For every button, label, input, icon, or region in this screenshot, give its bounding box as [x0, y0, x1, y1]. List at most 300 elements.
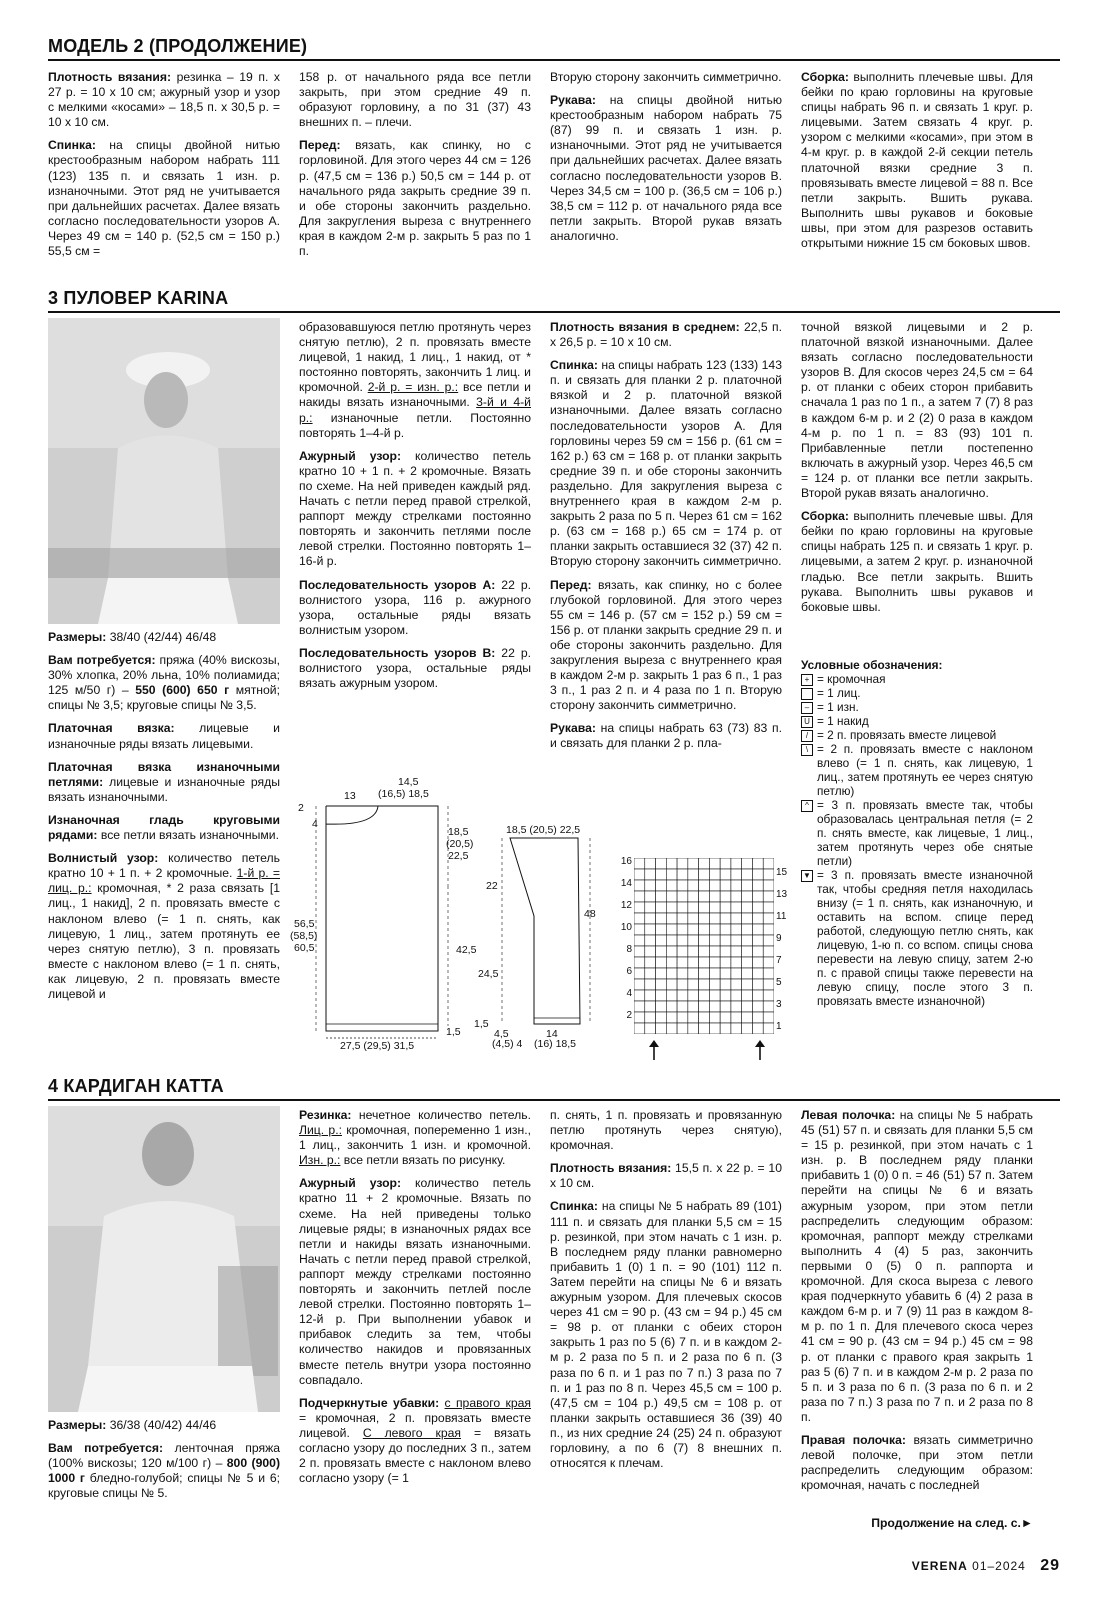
chart-cell	[731, 858, 742, 869]
chart-row-label: 12	[620, 900, 632, 911]
chart-cell	[699, 990, 710, 1001]
chart-cell	[688, 869, 699, 880]
chart-cell	[634, 869, 645, 880]
legend-text: = 3 п. провязать вместе так, чтобы образовалась центральная петля (= 2 п. снять вместе, как лицевые, 1 лиц., затем протянуть через обе снятые петли)	[817, 798, 1033, 868]
chart-cell	[688, 891, 699, 902]
chart-cell	[752, 968, 763, 979]
chart-cell	[720, 946, 731, 957]
chart-cell	[699, 1001, 710, 1012]
chart-cell	[763, 1001, 774, 1012]
chart-cell	[645, 979, 656, 990]
chart-cell	[742, 1023, 753, 1034]
dim-sleeve-left-3: 1,5	[474, 1018, 489, 1030]
chart-cell	[645, 858, 656, 869]
chart-cell	[656, 913, 667, 924]
chart-cell	[645, 880, 656, 891]
chart-row-label: 1	[776, 1021, 782, 1032]
legend-text: = 2 п. провязать вместе лицевой	[817, 728, 997, 742]
chart-cell	[742, 935, 753, 946]
photo-pullover-karina	[48, 318, 280, 624]
chart-cell	[763, 946, 774, 957]
page-footer	[912, 1557, 1060, 1575]
chart-row-label: 9	[776, 933, 782, 944]
chart-cell	[656, 1001, 667, 1012]
legend-symbol-icon: ▼	[801, 870, 813, 882]
chart-cell	[645, 902, 656, 913]
chart-cell	[688, 880, 699, 891]
chart-cell	[656, 957, 667, 968]
dim-body-left-1: 2	[298, 802, 304, 814]
dim-sleeve-bottom-3: 14	[546, 1028, 558, 1040]
chart-cell	[666, 913, 677, 924]
chart-cell	[634, 935, 645, 946]
chart-cell	[645, 1001, 656, 1012]
chart-cell	[752, 880, 763, 891]
chart-cell	[656, 990, 667, 1001]
chart-cell	[656, 1012, 667, 1023]
dim-sleeve-right: 48	[584, 908, 596, 920]
chart-cell	[688, 1023, 699, 1034]
schematic-sleeve	[472, 812, 602, 1048]
chart-cell	[656, 935, 667, 946]
chart-cell	[752, 1001, 763, 1012]
chart-cell	[709, 924, 720, 935]
chart-arrows	[634, 1038, 774, 1062]
legend-list	[801, 672, 1033, 1008]
chart-cell	[720, 869, 731, 880]
chart-cell	[752, 1012, 763, 1023]
chart-cell	[656, 968, 667, 979]
dim-body-side-2: (58,5)	[290, 930, 318, 942]
chart-cell	[666, 990, 677, 1001]
dim-body-top-3: (16,5) 18,5	[378, 788, 429, 800]
dim-body-bottom: 27,5 (29,5) 31,5	[340, 1040, 415, 1052]
legend-text: = 1 изн.	[817, 700, 859, 714]
chart-cell	[720, 1001, 731, 1012]
legend-item	[801, 742, 1033, 798]
schematic-sleeve-lines	[472, 812, 602, 1048]
chart-cell	[645, 968, 656, 979]
chart-grid	[634, 858, 774, 1034]
legend-text: = кромочная	[817, 672, 886, 686]
chart-row-label: 16	[620, 856, 632, 867]
chart-cell	[677, 891, 688, 902]
chart-cell	[645, 1012, 656, 1023]
chart-cell	[688, 1001, 699, 1012]
legend-item	[801, 686, 1033, 700]
dim-body-top-2: 13	[344, 790, 356, 802]
dim-body-right-4: 42,5	[456, 944, 477, 956]
chart-cell	[742, 880, 753, 891]
chart-cell	[752, 990, 763, 1001]
chart-cell	[731, 869, 742, 880]
chart-cell	[666, 1012, 677, 1023]
legend-item	[801, 868, 1033, 1008]
chart-cell	[656, 1023, 667, 1034]
chart-cell	[742, 1012, 753, 1023]
dim-sleeve-top: 18,5 (20,5) 22,5	[506, 824, 581, 836]
chart-cell	[742, 902, 753, 913]
chart-cell	[656, 891, 667, 902]
chart-cell	[699, 1023, 710, 1034]
chart-cell	[699, 902, 710, 913]
chart-cell	[731, 957, 742, 968]
chart-cell	[752, 946, 763, 957]
chart-cell	[742, 990, 753, 1001]
chart-cell	[699, 913, 710, 924]
chart-cell	[666, 924, 677, 935]
chart-cell	[677, 869, 688, 880]
chart-cell	[763, 957, 774, 968]
schematic-body-lines	[298, 776, 498, 1046]
page-number: 29	[1040, 1557, 1060, 1574]
chart-cell	[699, 957, 710, 968]
chart-cell	[634, 957, 645, 968]
issue-number: 01–2024	[972, 1559, 1026, 1573]
chart-cell	[720, 1023, 731, 1034]
chart-cell	[688, 979, 699, 990]
model2-col1: Плотность вязания: резинка – 19 п. х 27 р. = 10 х 10 см; ажурный узор и узор с мелкими «косами» – 18,5 п. х 30,5 р. = 10 х 10 см. Спинка: на спицы двойной нитью крестообразным набором набрать 111 (123) 135 п. и связать 1 изн. р. изнаночными. Этот ряд не учитывается при дальнейших расчетах. Далее вязать согласно последовательности узоров А. Через 49 см = 140 р. (52,5 см = 150 р.) 55,5 см =	[48, 70, 280, 259]
chart-cell	[688, 935, 699, 946]
dim-body-left-2: 4	[312, 818, 318, 830]
chart-cell	[709, 1012, 720, 1023]
chart-cell	[763, 990, 774, 1001]
dim-body-right-5: 1,5	[446, 1026, 461, 1038]
model2-col3: Вторую сторону закончить симметрично. Рукава: на спицы двойной нитью крестообразным набором набрать 75 (87) 99 п. и связать 1 изн. р. изнаночными. Этот ряд не учитывается при дальнейших расчетах. Далее вязать согласно последовательности узоров В. Через 34,5 см = 100 р. (36,5 см = 106 р.) 38,5 см = 112 р. от начального ряда все петли закрыть. Второй рукав вязать аналогично.	[550, 70, 782, 243]
chart-cell	[656, 902, 667, 913]
section-title-model2: МОДЕЛЬ 2 (ПРОДОЛЖЕНИЕ)	[48, 36, 1060, 61]
chart-cell	[677, 1023, 688, 1034]
page	[48, 36, 1060, 1576]
chart-cell	[720, 891, 731, 902]
chart-cell	[720, 990, 731, 1001]
chart-cell	[720, 979, 731, 990]
chart-cell	[709, 858, 720, 869]
chart-cell	[731, 979, 742, 990]
chart-cell	[709, 1023, 720, 1034]
chart-cell	[645, 990, 656, 1001]
chart-cell	[731, 891, 742, 902]
dim-sleeve-bottom-2: (4,5) 4	[492, 1038, 523, 1050]
chart-row-label: 6	[626, 966, 632, 977]
chart-cell	[699, 968, 710, 979]
chart-cell	[634, 1012, 645, 1023]
legend	[801, 658, 1033, 1008]
chart-cell	[666, 880, 677, 891]
chart-cell	[677, 924, 688, 935]
chart-cell	[709, 880, 720, 891]
chart-cell	[656, 858, 667, 869]
legend-text: = 1 лиц.	[817, 686, 861, 700]
chart-cell	[656, 880, 667, 891]
chart-cell	[677, 902, 688, 913]
legend-symbol-icon: ^	[801, 800, 813, 812]
chart-cell	[709, 957, 720, 968]
chart-cell	[677, 946, 688, 957]
chart-cell	[699, 891, 710, 902]
legend-item	[801, 714, 1033, 728]
legend-symbol-icon: U	[801, 716, 813, 728]
chart-cell	[742, 924, 753, 935]
chart-cell	[731, 1012, 742, 1023]
chart-cell	[699, 1012, 710, 1023]
chart-cell	[720, 902, 731, 913]
chart-cell	[731, 902, 742, 913]
chart-cell	[709, 946, 720, 957]
chart-cell	[666, 902, 677, 913]
chart-cell	[634, 1023, 645, 1034]
chart-cell	[666, 1023, 677, 1034]
chart-cell	[666, 891, 677, 902]
chart-cell	[677, 990, 688, 1001]
chart-cell	[699, 869, 710, 880]
chart-cell	[752, 935, 763, 946]
chart-cell	[709, 979, 720, 990]
chart-cell	[634, 858, 645, 869]
chart-cell	[731, 990, 742, 1001]
chart-cell	[688, 902, 699, 913]
chart-cell	[645, 935, 656, 946]
chart-cell	[731, 913, 742, 924]
chart-cell	[709, 913, 720, 924]
legend-text: = 1 накид	[817, 714, 869, 728]
model2-col4: Сборка: выполнить плечевые швы. Для бейки по краю горловины на круговые спицы набрать 96 п. и связать 1 круг. р. лицевыми. Затем связать 4 круг. р. узором с мелкими «косами», при этом в 4-м круг. р. в каждой 2-й секции петель платочной вязки средние 3 п. провязывать вместе лицевой = 88 п. Все петли закрыть. Вшить рукава. Выполнить швы рукавов и боковые швы, при этом для разрезов оставить открытыми нижние 15 см боковых швов.	[801, 70, 1033, 251]
chart-cell	[709, 990, 720, 1001]
dim-sleeve-bottom-1: 4,5	[494, 1028, 509, 1040]
chart-cell	[763, 968, 774, 979]
chart-cell	[666, 869, 677, 880]
chart-cell	[752, 869, 763, 880]
legend-text: = 2 п. провязать вместе с наклоном влево (= 1 п. снять, как лицевую, 1 лиц., затем протянуть ее через снятую петлю)	[817, 742, 1033, 798]
dim-body-side-1: 56,5	[294, 918, 315, 930]
chart-cell	[666, 858, 677, 869]
chart-cell	[720, 913, 731, 924]
section-title-model3: 3 ПУЛОВЕР KARINA	[48, 288, 1060, 313]
chart-cell	[709, 968, 720, 979]
chart-cell	[634, 979, 645, 990]
dim-sleeve-left-2: 24,5	[478, 968, 499, 980]
chart-cell	[763, 858, 774, 869]
chart-cell	[645, 869, 656, 880]
model3-col4: точной вязкой лицевыми и 2 р. платочной вязкой изнаночными. Далее вязать согласно последовательности узоров В. Для скосов через 24,5 см = 64 р. от планки с обеих сторон прибавить сначала 1 раз по 1 п., а затем 7 (7) 8 раз в каждом 6-м р. и 2 (2) 0 раза в каждом 4-м р. по 1 п. = 83 (93) 101 п. Прибавленные петли постепенно включать в ажурный узор. Через 46,5 см = 124 р. от планки все петли закрыть. Второй рукав вязать аналогично. Сборка: выполнить плечевые швы. Для бейки по краю горловины на круговые спицы набрать 125 п. и связать 1 круг. р. лицевыми, а затем 2 круг. р. изнаночной гладью. Все петли закрыть. Вшить рукава. Выполнить швы рукавов и боковые швы.	[801, 320, 1033, 614]
chart-cell	[666, 935, 677, 946]
chart-cell	[699, 858, 710, 869]
chart-cell	[731, 946, 742, 957]
dim-body-top-1: 14,5	[398, 776, 419, 788]
chart-cell	[656, 979, 667, 990]
chart-cell	[752, 891, 763, 902]
chart-cell	[742, 891, 753, 902]
chart-cell	[656, 869, 667, 880]
chart-cell	[752, 858, 763, 869]
chart-cell	[742, 913, 753, 924]
model3-col1: Размеры: 38/40 (42/44) 46/48 Вам потребуется: пряжа (40% вискозы, 30% хлопка, 20% льна, 10% полиамида; 125 м/50 г) – 550 (600) 650 г мятной; спицы № 3,5; круговые спицы № 3,5. Платочная вязка: лицевые и изнаночные ряды вязать лицевыми. Платочная вязка изнаночными петлями: лицевые и изнаночные ряды вязать изнаночными. Изнаночная гладь круговыми рядами: все петли вязать изнаночными. Волнистый узор: количество петель кратно 10 + 1 п. + 2 кромочные. 1-й р. = лиц. р.: кромочная, * 2 раза связать [1 лиц., 1 накид], 2 п. провязать вместе с наклоном влево (= 1 п. снять, как лицевую, 1 лиц., затем протянуть ее через снятую петлю), 3 п. провязать вместе с наклоном влево (= 1 п. снять, как лицевую, 2 п. провязать вместе лицевой и	[48, 630, 281, 1001]
chart-cell	[645, 957, 656, 968]
chart-row-label: 13	[776, 889, 788, 900]
chart-cell	[699, 946, 710, 957]
chart-cell	[677, 968, 688, 979]
chart-cell	[688, 957, 699, 968]
legend-item	[801, 700, 1033, 714]
chart-cell	[763, 935, 774, 946]
chart-cell	[742, 968, 753, 979]
continued-note: Продолжение на след. с.►	[871, 1516, 1033, 1530]
dim-body-right-1: 18,5	[448, 826, 469, 838]
chart-cell	[699, 880, 710, 891]
model3-col2: образовавшуюся петлю протянуть через снятую петлю), 2 п. провязать вместе лицевой, 1 накид, 1 лиц., 1 накид, от * постоянно повторять, закончить 1 лиц. и кромочной. 2-й р. = изн. р.: все петли и накиды вязать изнаночными. 3-й и 4-й р.: изнаночные петли. Постоянно повторять 1–4-й р. Ажурный узор: количество петель кратно 10 + 1 п. + 2 кромочные. Вязать по схеме. На ней приведен каждый ряд. Начать с петли перед правой стрелкой, раппорт между стрелками постоянно повторять и закончить петлями после левой стрелки. Постоянно повторять 1–16-й р. Последовательность узоров А: 22 р. волнистого узора, 116 р. ажурного узора, остальные ряды вязать волнистым узором. Последовательность узоров В: 22 р. волнистого узора, остальные ряды вязать ажурным узором.	[299, 320, 532, 691]
chart-cell	[763, 924, 774, 935]
chart-cell	[699, 979, 710, 990]
chart-cell	[720, 1012, 731, 1023]
chart-row-label: 8	[626, 944, 632, 955]
legend-symbol-icon: –	[801, 702, 813, 714]
chart-cell	[677, 979, 688, 990]
legend-symbol-icon: /	[801, 730, 813, 742]
chart-cell	[634, 902, 645, 913]
chart-cell	[645, 1023, 656, 1034]
chart-cell	[699, 924, 710, 935]
chart-cell	[720, 858, 731, 869]
chart-cell	[763, 979, 774, 990]
dim-body-side-3: 60,5	[294, 942, 315, 954]
chart-cell	[731, 1023, 742, 1034]
chart-row-label: 11	[776, 911, 787, 922]
chart-cell	[752, 979, 763, 990]
chart-cell	[731, 935, 742, 946]
chart-cell	[742, 1001, 753, 1012]
chart-cell	[645, 891, 656, 902]
chart-cell	[645, 913, 656, 924]
chart-cell	[677, 880, 688, 891]
chart-cell	[677, 1001, 688, 1012]
chart-cell	[699, 935, 710, 946]
chart-cell	[763, 1023, 774, 1034]
chart-cell	[634, 1001, 645, 1012]
chart-cell	[634, 880, 645, 891]
chart-cell	[709, 869, 720, 880]
legend-item	[801, 728, 1033, 742]
chart-cell	[720, 957, 731, 968]
chart-cell	[634, 990, 645, 1001]
dim-body-right-3: 22,5	[448, 850, 469, 862]
chart-cell	[645, 924, 656, 935]
chart-cell	[709, 902, 720, 913]
chart-cell	[752, 1023, 763, 1034]
chart-cell	[709, 1001, 720, 1012]
chart-cell	[731, 1001, 742, 1012]
chart-row-label: 5	[776, 977, 782, 988]
chart-cell	[709, 935, 720, 946]
chart-cell	[763, 869, 774, 880]
chart-cell	[742, 957, 753, 968]
chart-cell	[688, 858, 699, 869]
chart-cell	[720, 935, 731, 946]
chart-cell	[666, 979, 677, 990]
model4-col3: п. снять, 1 п. провязать и провязанную петлю протянуть через снятую), кромочная. Плотность вязания: 15,5 п. х 22 р. = 10 х 10 см. Спинка: на спицы № 5 набрать 89 (101) 111 п. и связать для планки 5,5 см = 15 р. резинкой, при этом начать с 1 изн. р. В последнем ряду планки равномерно прибавить 1 (0) 1 п. = 90 (101) 112 п. Затем перейти на спицы № 6 и вязать ажурным узором. Для плечевых скосов через 41 см = 90 р. (43 см = 94 р.) 45 см = 98 р. от планки с обеих сторон закрыть 1 раз по 5 (6) 7 п. и в каждом 2-м р. 2 раза по 5 п. и 2 раза по 6 п. (3 раза по 6 п. и 1 раз по 7 п.) 3 раза по 7 п. и 1 раз по 8 п. Через 45,5 см = 100 р. (47,5 см = 104 р.) 49,5 см = 108 р. от планки закрыть оставшиеся 36 (39) 40 п., из них средние 24 (25) 24 п. образуют горловину, а по 6 (7) 8 внешних п. относятся к плечам.	[550, 1108, 782, 1471]
model4-col1: Размеры: 36/38 (40/42) 44/46 Вам потребуется: ленточная пряжа (100% вискозы; 120 м/100 г) – 800 (900) 1000 г бледно-голубой; спицы № 5 и 6; круговые спицы № 5.	[48, 1418, 281, 1501]
chart-cell	[656, 946, 667, 957]
chart-cell	[677, 913, 688, 924]
chart-row-label: 7	[776, 955, 782, 966]
chart-cell	[742, 869, 753, 880]
chart-cell	[709, 891, 720, 902]
chart-cell	[688, 913, 699, 924]
model4-col2: Резинка: нечетное количество петель. Лиц. р.: кромочная, попеременно 1 изн., 1 лиц., закончить 1 изн. и кромочной. Изн. р.: все петли вязать по рисунку. Ажурный узор: количество петель кратно 11 + 2 кромочные. Вязать по схеме. На ней приведены только лицевые ряды; в изнаночных рядах все петли и накиды вязать изнаночными. Начать с петли перед правой стрелкой, раппорт между стрелками постоянно повторять и закончить петлей после левой стрелки. Постоянно повторять 1–12-й р. При выполнении убавок и прибавок следить за тем, чтобы количество накидов и провязанных вместе петель внутри узора постоянно совпадало. Подчеркнутые убавки: с правого края = кромочная, 2 п. провязать вместе лицевой. С левого края = вязать согласно узору до последних 3 п., затем 2 п. провязать вместе с наклоном влево согласно узору (= 1	[299, 1108, 532, 1486]
chart-cell	[666, 968, 677, 979]
chart-cell	[720, 968, 731, 979]
chart-cell	[731, 880, 742, 891]
legend-item	[801, 798, 1033, 868]
chart-cell	[752, 913, 763, 924]
chart-row-label: 10	[620, 922, 632, 933]
chart-cell	[742, 946, 753, 957]
chart-cell	[742, 979, 753, 990]
legend-item	[801, 672, 1033, 686]
legend-text: = 3 п. провязать вместе изнаночной так, чтобы средняя петля находилась внизу (= 1 п. снять, как изнаночную, и оставить на вспом. спице перед работой, следующую петлю снять, как лицевую, 1-ю п. со вспом. спицы снова перевести на левую спицу, затем 2-ю п. с правой спицы также перевести на левую спицу, после этого 3 п. провязать вместе изнаночной)	[817, 868, 1033, 1008]
chart-cell	[677, 1012, 688, 1023]
chart-cell	[677, 957, 688, 968]
model2-col2: 158 р. от начального ряда все петли закрыть, при этом средние 49 п. образуют горловину, а по 31 (37) 43 внешних п. – плечи. Перед: вязать, как спинку, но с горловиной. Для этого через 44 см = 126 р. (47,5 см = 136 р.) 50,5 см = 144 р. от начального ряда закрыть средние 39 п. и обе стороны закончить раздельно. Для закругления выреза с внутреннего края в каждом 2-м р. закрыть 5 раз по 1 п.	[299, 70, 531, 259]
chart-cell	[634, 924, 645, 935]
photo-cardigan-katta	[48, 1106, 280, 1412]
chart-cell	[742, 858, 753, 869]
chart-row-label: 2	[626, 1010, 632, 1021]
chart-grid-svg	[634, 858, 774, 1034]
dim-body-right-2: (20,5)	[446, 838, 474, 850]
chart-cell	[731, 968, 742, 979]
chart-row-label: 15	[776, 867, 788, 878]
legend-symbol-icon: +	[801, 674, 813, 686]
chart-cell	[666, 946, 677, 957]
chart-row-label: 3	[776, 999, 782, 1010]
schematic-body	[290, 776, 498, 1052]
section-title-model4: 4 КАРДИГАН КАТТА	[48, 1076, 1060, 1101]
chart-cell	[752, 902, 763, 913]
chart-row-label: 4	[626, 988, 632, 999]
dim-sleeve-bottom-4: (16) 18,5	[534, 1038, 577, 1050]
dim-sleeve-left-1: 22	[486, 880, 498, 892]
chart-cell	[666, 957, 677, 968]
chart-cell	[763, 880, 774, 891]
knitting-chart	[616, 858, 791, 1058]
chart-cell	[688, 946, 699, 957]
chart-cell	[634, 968, 645, 979]
chart-cell	[634, 891, 645, 902]
chart-cell	[656, 924, 667, 935]
chart-cell	[688, 1012, 699, 1023]
chart-cell	[752, 957, 763, 968]
chart-cell	[763, 891, 774, 902]
chart-cell	[666, 1001, 677, 1012]
legend-title: Условные обозначения:	[801, 658, 943, 672]
chart-cell	[720, 880, 731, 891]
chart-row-label: 14	[620, 878, 632, 889]
chart-cell	[677, 935, 688, 946]
chart-cell	[688, 924, 699, 935]
chart-cell	[645, 946, 656, 957]
model3-col3: Плотность вязания в среднем: 22,5 п. х 26,5 р. = 10 х 10 см. Спинка: на спицы набрать 123 (133) 143 п. и связать для планки 2 р. платочной вязкой и 2 р. платочной вязкой изнаночными. Далее вязать согласно последовательности узоров А. Для горловины через 59 см = 156 р. (61 см = 162 р.) 63 см = 168 р. от планки закрыть средние 39 п. и обе стороны закончить раздельно. Для закругления выреза с внутреннего края в каждом 2-м р. закрыть 2 раза по 5 п. Через 61 см = 162 р. (63 см = 168 р.) 65 см = 174 р. от планки закрыть оставшиеся 32 (37) 42 п. Вторую сторону закончить симметрично. Перед: вязать, как спинку, но с более глубокой горловиной. Для этого через 55 см = 146 р. (57 см = 152 р.) 59 см = 156 р. от планки закрыть средние 29 п. и обе стороны закончить раздельно. Для закругления выреза с внутреннего края в каждом 2-м р. закрыть 1 раз 6 п., 1 раз 3 п., 1 раз 2 п. и 4 раза по 1 п. Вторую сторону закончить симметрично. Рукава: на спицы набрать 63 (73) 83 п. и связать для планки 2 р. пла-	[550, 320, 782, 751]
magazine-name: VERENA	[911, 1559, 968, 1573]
chart-cell	[677, 858, 688, 869]
chart-cell	[634, 913, 645, 924]
chart-cell	[688, 968, 699, 979]
chart-cell	[688, 990, 699, 1001]
legend-symbol-icon: \	[801, 744, 813, 756]
model4-col4: Левая полочка: на спицы № 5 набрать 45 (51) 57 п. и связать для планки 5,5 см = 15 р. резинкой, при этом начать с 1 изн. р. В последнем ряду планки прибавить 1 (0) 0 п. = 46 (51) 57 п. Затем перейти на спицы № 6 и вязать ажурным узором, при этом петли распределить следующим образом: кромочная, раппорт между стрелками выполнить 4 (4) 5 раз, закончить первыми 0 (5) 0 п. раппорта и кромочной. Для скоса выреза с левого края подчеркнуто убавить 6 (4) 2 раза в каждом 6-м р. и 7 (9) 11 раз в каждом 8-м р. по 1 п. Для плечевого скоса через 41 см = 90 р. (43 см = 94 р.) 45 см = 98 р. от планки с правого края закрыть 1 раз 5 (6) 7 п. и в каждом 2-м р. 2 раза по 5 п. и 3 раза по 6 п. (3 раза по 6 п. и 2 раза по 7 п.) 3 раза по 7 п. и 2 раза по 8 п. Правая полочка: вязать симметрично левой полочке, при этом петли распределить следующим образом: кромочная, начать с последней	[801, 1108, 1033, 1493]
chart-cell	[752, 924, 763, 935]
chart-cell	[763, 902, 774, 913]
chart-cell	[731, 924, 742, 935]
